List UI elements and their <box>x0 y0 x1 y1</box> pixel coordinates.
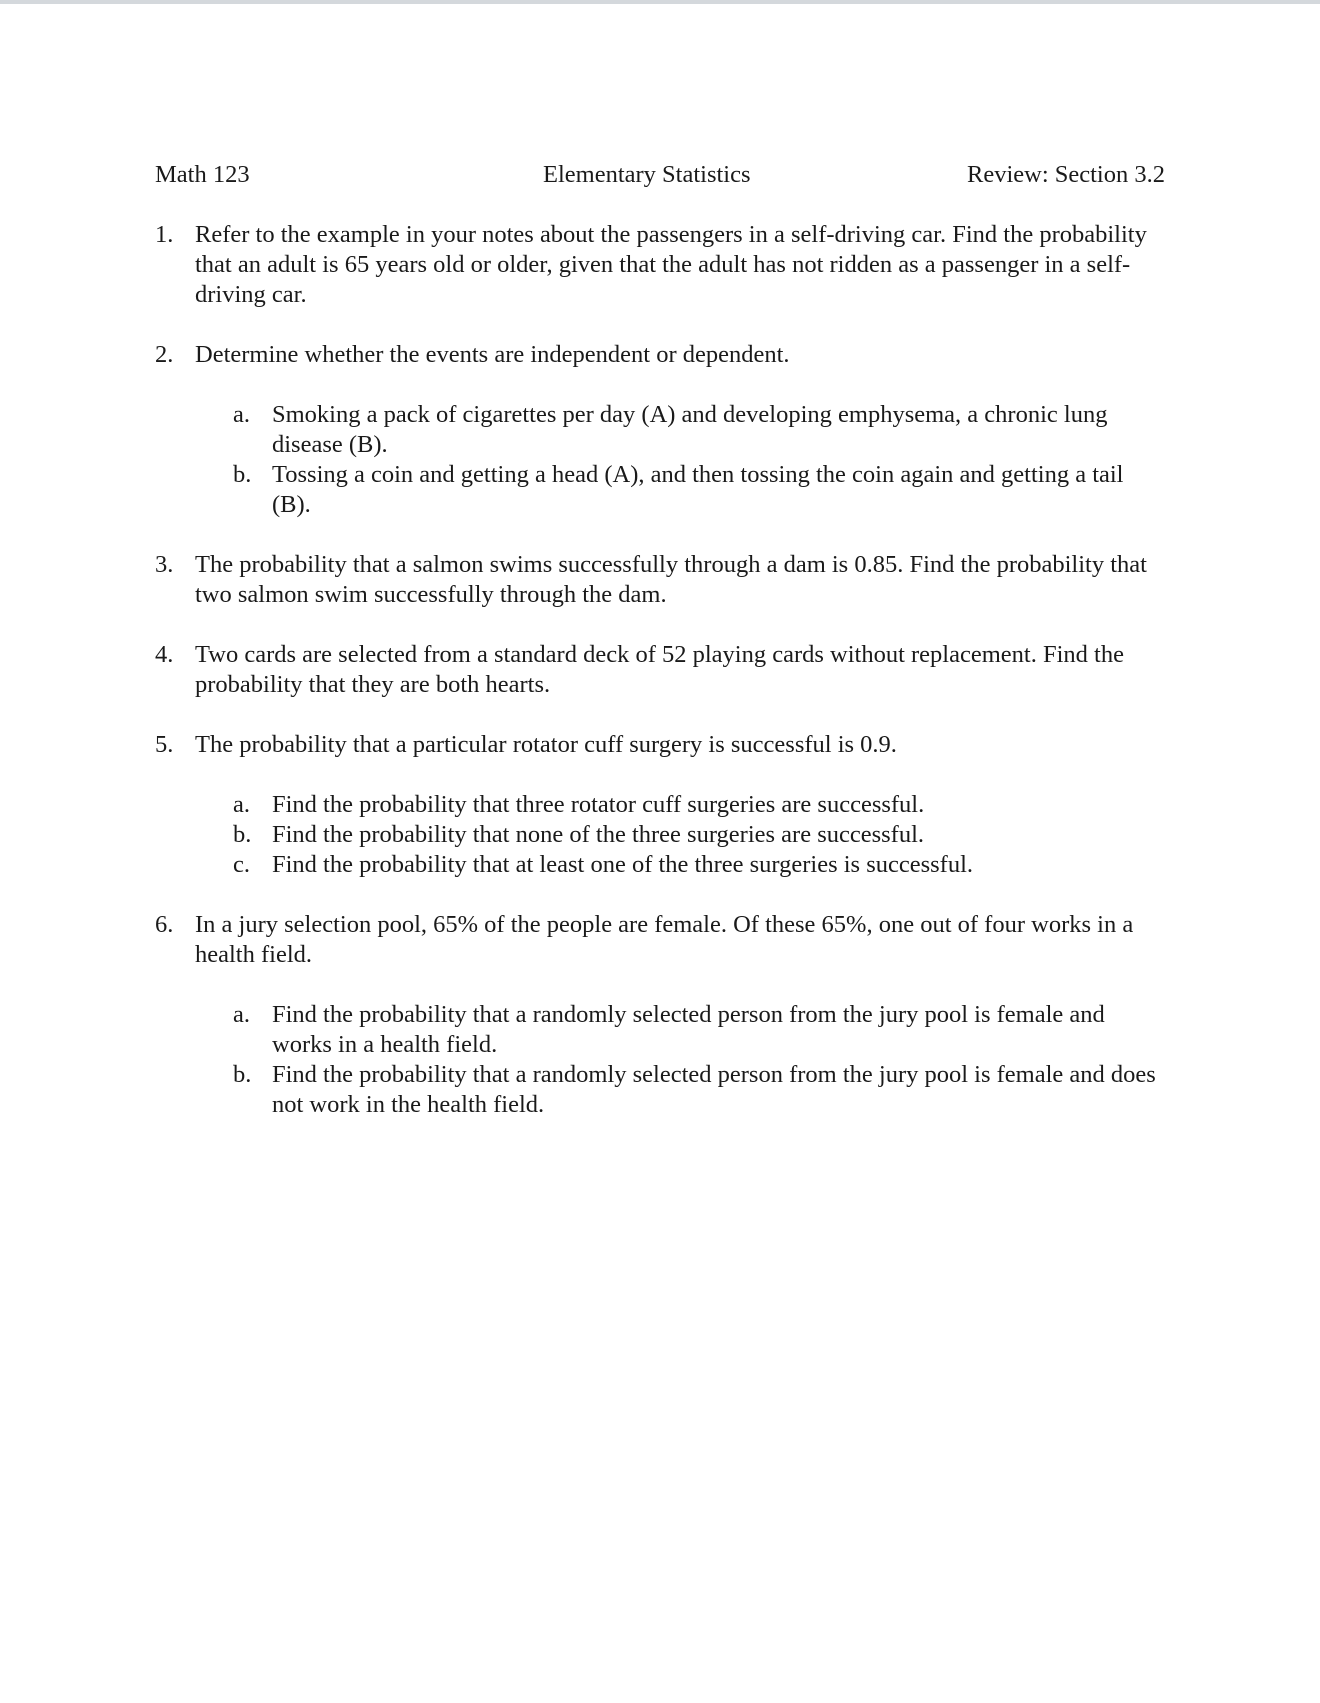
sub-question-text: Find the probability that none of the three surgeries are successful. <box>272 821 925 848</box>
question-number: 3. <box>155 551 174 578</box>
sub-letter: b. <box>233 461 252 488</box>
sub-letter: b. <box>233 1061 252 1088</box>
question-6 <box>155 910 1165 970</box>
sub-question-2a <box>155 400 1165 460</box>
question-2 <box>155 340 1165 370</box>
question-number: 1. <box>155 221 174 248</box>
question-text: Two cards are selected from a standard deck of 52 playing cards without replacement. Find the probability that they are both hearts. <box>195 641 1124 698</box>
sub-question-5a <box>155 790 1165 820</box>
section-label: Review: Section 3.2 <box>966 161 1165 188</box>
sub-question-6b <box>155 1060 1165 1120</box>
question-number: 2. <box>155 341 174 368</box>
course-label: Math 123 <box>155 161 250 188</box>
question-text: Determine whether the events are independent or dependent. <box>195 341 790 368</box>
sub-question-text: Find the probability that three rotator cuff surgeries are successful. <box>272 791 925 818</box>
sub-letter: a. <box>233 791 250 818</box>
sub-question-5b <box>155 820 1165 850</box>
question-number: 6. <box>155 911 174 938</box>
question-2-parts <box>155 400 1165 520</box>
question-3 <box>155 550 1165 610</box>
subject-title: Elementary Statistics <box>543 161 751 188</box>
document-page <box>155 160 1165 1150</box>
sub-question-5c <box>155 850 1165 880</box>
sub-question-text: Find the probability that a randomly selected person from the jury pool is female and does not work in the health field. <box>272 1061 1156 1118</box>
sub-letter: c. <box>233 851 250 878</box>
sub-question-6a <box>155 1000 1165 1060</box>
sub-question-text: Tossing a coin and getting a head (A), and then tossing the coin again and getting a tail (B). <box>272 461 1124 518</box>
sub-question-text: Find the probability that at least one of the three surgeries is successful. <box>272 851 974 878</box>
sub-letter: a. <box>233 1001 250 1028</box>
top-border <box>0 0 1320 4</box>
question-5-parts <box>155 790 1165 880</box>
sub-question-text: Find the probability that a randomly selected person from the jury pool is female and works in a health field. <box>272 1001 1105 1058</box>
question-number: 4. <box>155 641 174 668</box>
question-1 <box>155 220 1165 310</box>
sub-letter: a. <box>233 401 250 428</box>
question-number: 5. <box>155 731 174 758</box>
question-text: The probability that a salmon swims successfully through a dam is 0.85. Find the probability that two salmon swim successfully through the dam. <box>195 551 1147 608</box>
page-header <box>155 160 1165 192</box>
sub-question-text: Smoking a pack of cigarettes per day (A) and developing emphysema, a chronic lung disease (B). <box>272 401 1108 458</box>
question-4 <box>155 640 1165 700</box>
question-text: Refer to the example in your notes about the passengers in a self-driving car. Find the probability that an adult is 65 years old or older, given that the adult has not ridden as a passenger in a self-driving car. <box>195 221 1147 308</box>
question-text: In a jury selection pool, 65% of the people are female. Of these 65%, one out of four works in a health field. <box>195 911 1134 968</box>
sub-letter: b. <box>233 821 252 848</box>
question-5 <box>155 730 1165 760</box>
question-text: The probability that a particular rotator cuff surgery is successful is 0.9. <box>195 731 897 758</box>
sub-question-2b <box>155 460 1165 520</box>
question-6-parts <box>155 1000 1165 1120</box>
